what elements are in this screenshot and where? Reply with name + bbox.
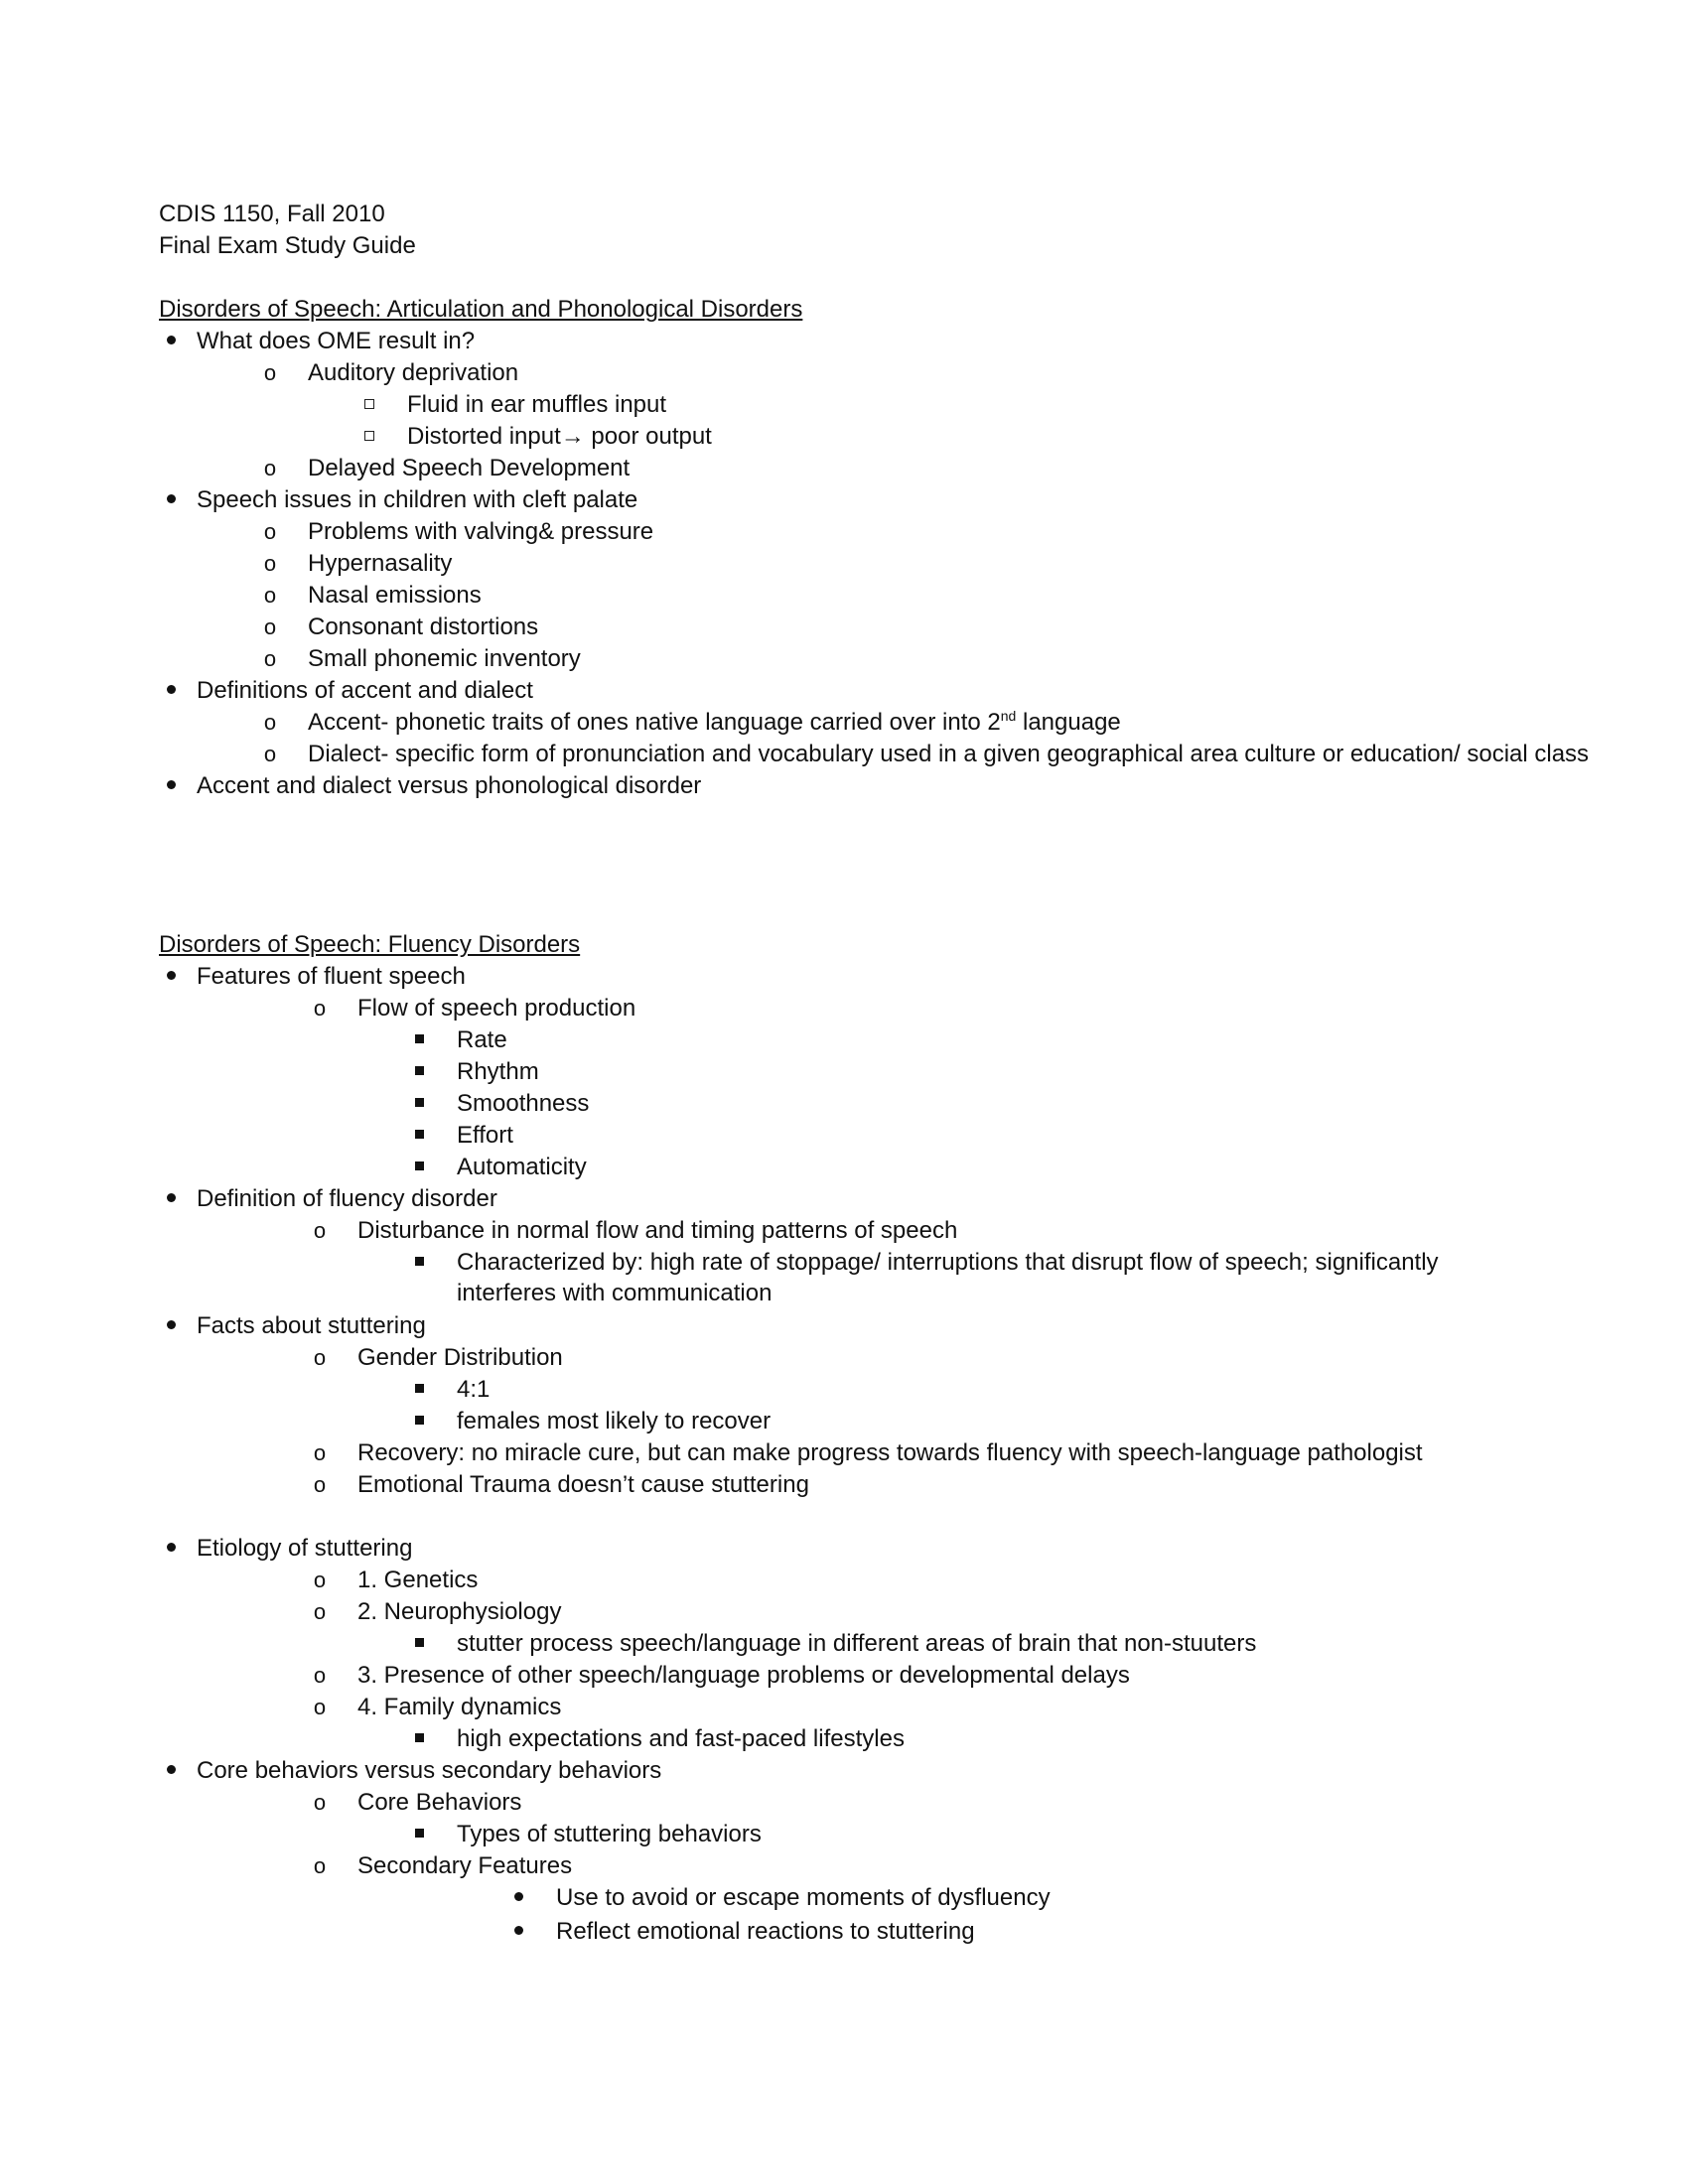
bullet-square-icon [407,1406,431,1437]
bullet-circle-icon: o [313,1663,327,1688]
list-item-text: 1. Genetics [357,1567,479,1593]
bullet-circle-icon: o [313,1472,327,1497]
bullet-dot-icon [159,326,183,357]
list-item [159,1596,1549,1628]
bullet-circle-icon: o [263,551,277,576]
list-item-text: Facts about stuttering [197,1312,426,1339]
bullet-circle-icon: o [263,742,277,766]
section-heading: Disorders of Speech: Fluency Disorders [159,931,581,958]
list-item-text: Recovery: no miracle cure, but can make progress towards fluency with speech-language pathologist [357,1439,1423,1466]
bullet-square-icon [407,1723,431,1755]
list-item [159,580,1549,612]
list-item-text: Problems with valving& pressure [308,518,654,545]
list-item-text: Characterized by: high rate of stoppage/ interruptions that disrupt flow of speech; significantly interferes with communication [457,1249,1439,1306]
bullet-circle-icon: o [263,710,277,735]
list-item-text: Nasal emissions [308,582,482,609]
bullet-circle-icon: o [263,360,277,385]
bullet-circle-icon: o [263,519,277,544]
list-item [159,1469,1549,1501]
list-item [159,1787,1549,1819]
list-item-text: Consonant distortions [308,614,539,640]
list-item [159,1056,1549,1088]
list-item [159,1024,1549,1056]
list-item-text: Rate [457,1026,507,1053]
bullet-dot-icon [159,675,183,707]
list-item-text: Rhythm [457,1058,539,1085]
list-item-text: high expectations and fast-paced lifestyles [457,1725,905,1752]
list-item [159,1565,1549,1596]
bullet-dot-icon [159,961,183,993]
list-item [159,516,1549,548]
list-item-text: Use to avoid or escape moments of dysfluency [556,1884,1051,1911]
list-item-text: What does OME result in? [197,328,476,354]
list-item [159,612,1549,643]
list-item [159,993,1549,1024]
list-item-text-part: Distorted input [407,423,561,450]
list-item-text [407,421,712,453]
list-item [159,1406,1549,1437]
bullet-circle-icon: o [263,456,277,480]
list-item-text-part: Accent- phonetic traits of ones native language carried over into 2 [308,709,1001,736]
list-item-text: Delayed Speech Development [308,455,631,481]
section-heading: Disorders of Speech: Articulation and Phonological Disorders [159,296,803,323]
arrow-right-icon: → [560,423,585,450]
list-item [159,326,1549,357]
list-item [159,1374,1549,1406]
list-item-text: Accent and dialect versus phonological disorder [197,772,702,799]
list-item [159,1247,1549,1310]
list-item-text: Smoothness [457,1090,590,1117]
list-item [159,1850,1549,1882]
list-item [159,675,1549,707]
list-item-text: Hypernasality [308,550,453,577]
bullet-square-icon [407,1088,431,1120]
list-item-text: Fluid in ear muffles input [407,391,667,418]
bullet-square-icon [357,389,381,421]
list-item [159,643,1549,675]
bullet-square-icon [407,1819,431,1850]
list-item-text: Secondary Features [357,1852,573,1879]
list-item [159,421,1549,453]
list-item [159,1819,1549,1850]
bullet-square-icon [407,1628,431,1660]
list-item [159,1692,1549,1723]
list-item-text: Dialect- specific form of pronunciation and vocabulary used in a given geographical area culture or education/ social class [308,741,1590,767]
list-item [159,453,1549,484]
list-item [159,1183,1549,1215]
list-item-text: Definitions of accent and dialect [197,677,533,704]
bullet-dot-icon [159,1183,183,1215]
bullet-circle-icon: o [313,1695,327,1719]
list-item [159,1882,1549,1916]
list-item-text: stutter process speech/language in different areas of brain that non-stuuters [457,1630,1257,1657]
list-item [159,1088,1549,1120]
bullet-dot-icon [159,1755,183,1787]
bullet-circle-icon: o [313,1599,327,1624]
list-item-text: Gender Distribution [357,1344,563,1371]
bullet-square-icon [407,1024,431,1056]
document-page [159,199,1590,1950]
list-item-text: Small phonemic inventory [308,645,581,672]
bullet-circle-icon: o [313,1790,327,1815]
list-item [159,1723,1549,1755]
list-item [159,357,1549,389]
list-item-text: Reflect emotional reactions to stuttering [556,1918,975,1945]
list-item-text: Automaticity [457,1154,587,1180]
list-item-text: Effort [457,1122,513,1149]
list-item [159,1342,1549,1374]
course-text: CDIS 1150, Fall 2010 [159,201,385,227]
bullet-square-icon [407,1056,431,1088]
bullet-circle-icon: o [313,1568,327,1592]
section1-heading-line [159,294,1549,326]
superscript: nd [1000,708,1017,724]
list-item-text: Flow of speech production [357,995,636,1022]
bullet-circle-icon: o [313,1345,327,1370]
list-item [159,548,1549,580]
bullet-dot-icon [159,1533,183,1565]
list-item [159,1660,1549,1692]
list-item [159,484,1549,516]
title-line [159,230,1549,262]
bullet-square-icon [407,1120,431,1152]
bullet-circle-icon: o [313,1218,327,1243]
list-item-text: 2. Neurophysiology [357,1598,562,1625]
list-item-text: Core behaviors versus secondary behaviors [197,1757,662,1784]
bullet-square-icon [407,1247,431,1279]
list-item [159,1916,1549,1950]
list-item-text: Definition of fluency disorder [197,1185,497,1212]
list-item [159,1533,1549,1565]
bullet-dot-icon [159,1310,183,1342]
bullet-circle-icon: o [313,1440,327,1465]
list-item-text: 4. Family dynamics [357,1694,562,1720]
bullet-circle-icon: o [313,996,327,1021]
list-item [159,1152,1549,1183]
bullet-circle-icon: o [263,646,277,671]
bullet-circle-icon: o [313,1853,327,1878]
list-item-text: Auditory deprivation [308,359,519,386]
list-item-text: Disturbance in normal flow and timing patterns of speech [357,1217,958,1244]
document-title: Final Exam Study Guide [159,232,416,259]
list-item-text [308,707,1121,739]
list-item-text-part: poor output [584,423,712,450]
list-item [159,1120,1549,1152]
list-item [159,770,1549,802]
list-item-text: females most likely to recover [457,1408,772,1434]
list-item [159,1310,1549,1342]
list-item-text: Types of stuttering behaviors [457,1821,762,1847]
list-item [159,1437,1549,1469]
bullet-dot-icon [506,1916,530,1948]
list-item [159,1215,1549,1247]
list-item-text: Features of fluent speech [197,963,466,990]
list-item-text: 4:1 [457,1376,491,1403]
bullet-square-icon [407,1374,431,1406]
list-item-text: 3. Presence of other speech/language problems or developmental delays [357,1662,1130,1689]
list-item-text: Etiology of stuttering [197,1535,413,1562]
list-item [159,389,1549,421]
bullet-dot-icon [159,484,183,516]
list-item-text: Core Behaviors [357,1789,522,1816]
list-item-text: Emotional Trauma doesn’t cause stuttering [357,1471,809,1498]
bullet-circle-icon: o [263,614,277,639]
list-item-text: Speech issues in children with cleft palate [197,486,638,513]
list-item [159,1628,1549,1660]
section2-heading-line [159,929,1549,961]
course-line [159,199,1549,230]
bullet-dot-icon [159,770,183,802]
bullet-square-icon [407,1152,431,1183]
list-item-text-part: language [1016,709,1121,736]
list-item [159,707,1549,739]
bullet-dot-icon [506,1882,530,1914]
bullet-circle-icon: o [263,583,277,608]
list-item [159,961,1549,993]
bullet-square-icon [357,421,381,453]
list-item [159,1755,1549,1787]
list-item [159,739,1590,770]
